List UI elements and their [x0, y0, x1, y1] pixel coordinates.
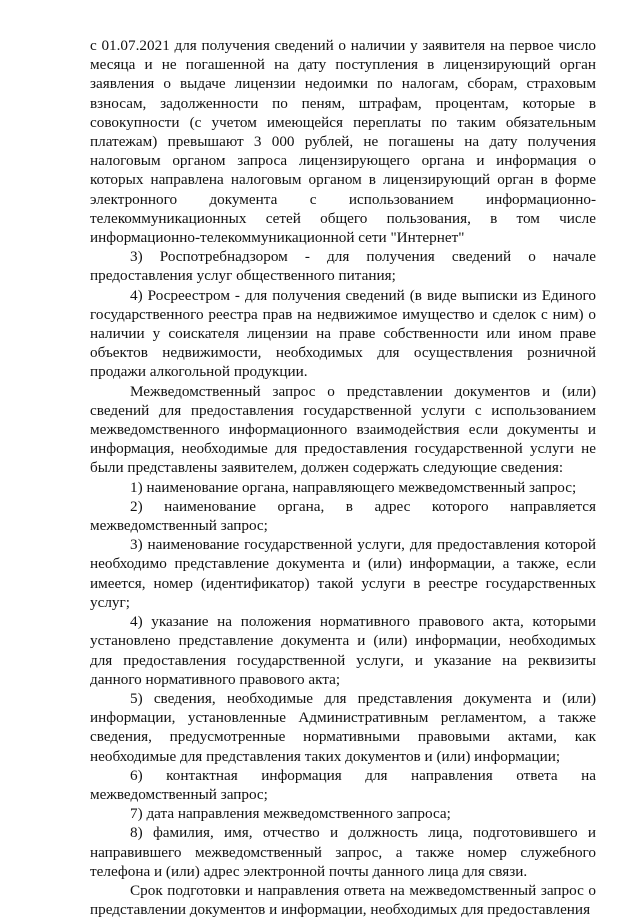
list-item-8: 8) фамилия, имя, отчество и должность лица, подготовившего и направившего межведомственный запрос, а также номер служебного телефона и (или) адрес электронной почты данного лица для связи. [90, 824, 596, 880]
list-item-7: 7) дата направления межведомственного запроса; [130, 805, 451, 823]
list-item-3: 3) наименование государственной услуги, для предоставления которой необходимо представление документа и (или) информации, а также, если имеется, номер (идентификатор) такой услуги в реестре государственных услуг; [90, 536, 596, 611]
list-item-4: 4) указание на положения нормативного правового акта, которыми установлено представление документа и (или) информации, необходимых для предоставления государственной услуги, и указание на реквизиты данного нормативного правового акта; [90, 613, 596, 688]
paragraph-item-4-rosreestr: 4) Росреестром - для получения сведений (в виде выписки из Единого государственного реестра прав на недвижимое имущество и сделок с ним) о наличии у соискателя лицензии на праве собственности или ином праве объектов недвижимости, необходимых для осуществления розничной продажи алкогольной продукции. [90, 286, 596, 381]
list-item-2: 2) наименование органа, в адрес которого направляется межведомственный запрос; [90, 497, 596, 535]
paragraph-interagency-request: Межведомственный запрос о представлении документов и (или) сведений для предоставления государственной услуги с использованием межведомственного информационного взаимодействия если документы и информация, необходимые для предоставления государственной услуги не были представлены заявителем, должен содержать следующие сведения: [90, 382, 596, 477]
list-item-5: 5) сведения, необходимые для представления документа и (или) информации, установленные Административным регламентом, а также сведения, предусмотренные нормативными правовыми актами, как необходимые для представления таких документов и (или) информации; [90, 689, 596, 765]
document-page [90, 36, 596, 919]
paragraph-tax-arrears: с 01.07.2021 для получения сведений о наличии у заявителя на первое число месяца и не погашенной на дату поступления в лицензирующий орган заявления о выдаче лицензии недоимки по налогам, сборам, страховым взносам, задолженности по пеням, штрафам, процентам, которые в совокупности (с учетом имеющейся переплаты по таким обязательным платежам) превышают 3 000 рублей, не погашены на дату получения налоговым органом запроса лицензирующего органа и информация о которых направлена налоговым органом в лицензирующий орган в форме электронного документа с использованием информационно-телекоммуникационных сетей общего пользования, в том числе информационно-телекоммуникационной сети "Интернет" [90, 37, 596, 247]
list-item-1: 1) наименование органа, направляющего межведомственный запрос; [130, 478, 577, 496]
paragraph-item-3-rospotrebnadzor: 3) Роспотребнадзором - для получения сведений о начале предоставления услуг общественного питания; [90, 248, 596, 285]
list-item-6: 6) контактная информация для направления ответа на межведомственный запрос; [90, 766, 596, 803]
paragraph-response-deadline: Срок подготовки и направления ответа на межведомственный запрос о представлении документов и информации, необходимых для предоставления [90, 881, 596, 919]
